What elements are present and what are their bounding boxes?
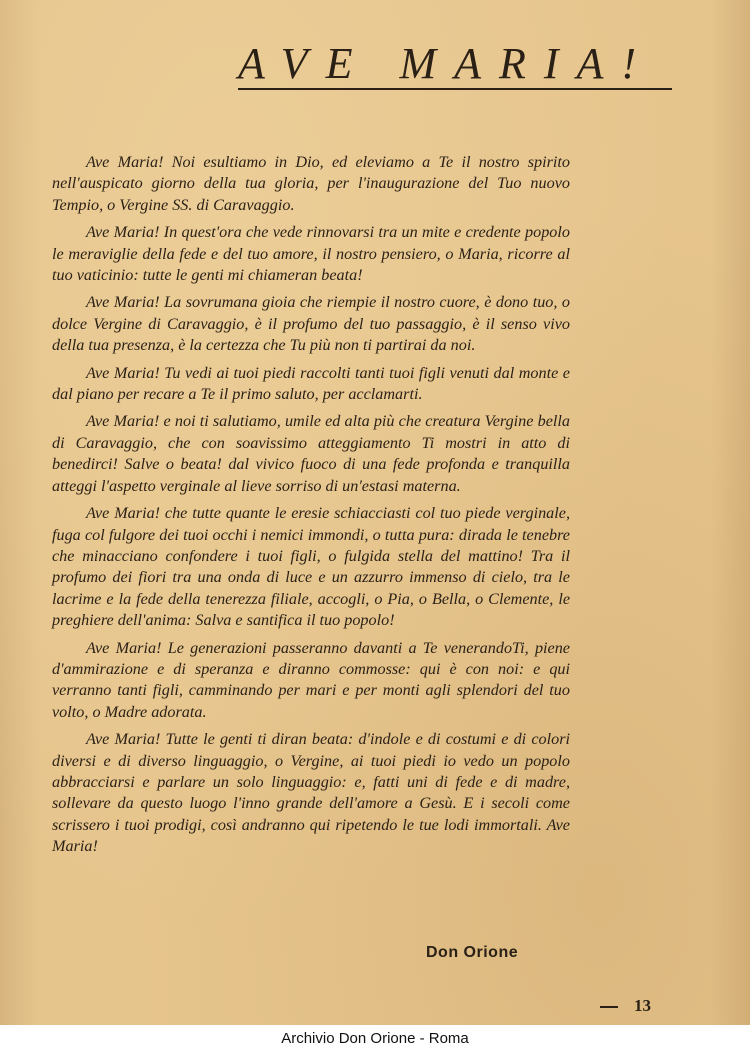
title-underline: [238, 88, 672, 90]
archive-footer: Archivio Don Orione - Roma: [0, 1025, 750, 1053]
page-number: [600, 996, 651, 1016]
paragraph: Ave Maria! Noi esultiamo in Dio, ed eleviamo a Te il nostro spirito nell'auspicato giorno della tua gloria, per l'inaugurazione del Tuo nuovo Tempio, o Vergine SS. di Caravaggio.: [52, 153, 570, 214]
prayer-body: [52, 152, 570, 864]
paragraph: Ave Maria! La sovrumana gioia che riempie il nostro cuore, è dono tuo, o dolce Vergine di Caravaggio, è il profumo del tuo passaggio, è il senso vivo della tua presenza, è la certezza che Tu più non ti partirai da noi.: [52, 293, 570, 355]
paragraph: Ave Maria! Tu vedi ai tuoi piedi raccolti tanti tuoi figli venuti dal monte e dal piano per recare a Te il primo saluto, per acclamarti.: [52, 363, 570, 404]
author-signature: Don Orione: [426, 944, 519, 961]
paragraph: Ave Maria! Tutte le genti ti diran beata: d'indole e di costumi e di colori diversi e di diverso linguaggio, o Vergine, ai tuoi piedi io vedo un popolo abbracciarsi e parlare un solo linguaggio: e, fatti uni di fede e di madre, sollevare da questo luogo l'inno grande dell'amore a Gesù. E i secoli come scrissero i tuoi prodigi, così andranno qui ripetendo le tue lodi immortali. Ave Maria!: [52, 730, 570, 856]
paragraph: Ave Maria! che tutte quante le eresie schiacciasti col tuo piede verginale, fuga col fulgore dei tuoi occhi i nemici immondi, o tutta pura: dirada le tenebre che minacciano confondere i tuoi figli, o fulgida stella del mattino! Tra il profumo dei fiori tra una onda di luce e un azzurro immenso di cielo, tra le lacrime e la fede della tenerezza filiale, accogli, o Pia, o Bella, o Clemente, le preghiere dell'anima: Salva e santifica il tuo popolo!: [52, 504, 570, 630]
paragraph: Ave Maria! In quest'ora che vede rinnovarsi tra un mite e credente popolo le meraviglie della fede e del tuo amore, il nostro pensiero, o Maria, ricorre al tuo vaticinio: tutte le genti mi chiameran beata!: [52, 223, 570, 285]
page-number-dash: [600, 1006, 618, 1008]
page-title: AVE MARIA!: [238, 39, 655, 88]
page-number-value: 13: [634, 996, 651, 1015]
paragraph: Ave Maria! Le generazioni passeranno davanti a Te venerandoTi, piene d'ammirazione e di speranza e diranno commosse: qui è con noi: e qui verranno tanti figli, camminando per mari e per monti agli splendori del tuo volto, o Madre adorata.: [52, 638, 570, 721]
paragraph: Ave Maria! e noi ti salutiamo, umile ed alta più che creatura Vergine bella di Caravaggio, che con soavissimo atteggiamento Ti mostri in atto di benedirci! Salve o beata! dal vivico fuoco di una fede profonda e tranquilla atteggi l'aspetto verginale al lieve sorriso di un'estasi materna.: [52, 412, 570, 495]
